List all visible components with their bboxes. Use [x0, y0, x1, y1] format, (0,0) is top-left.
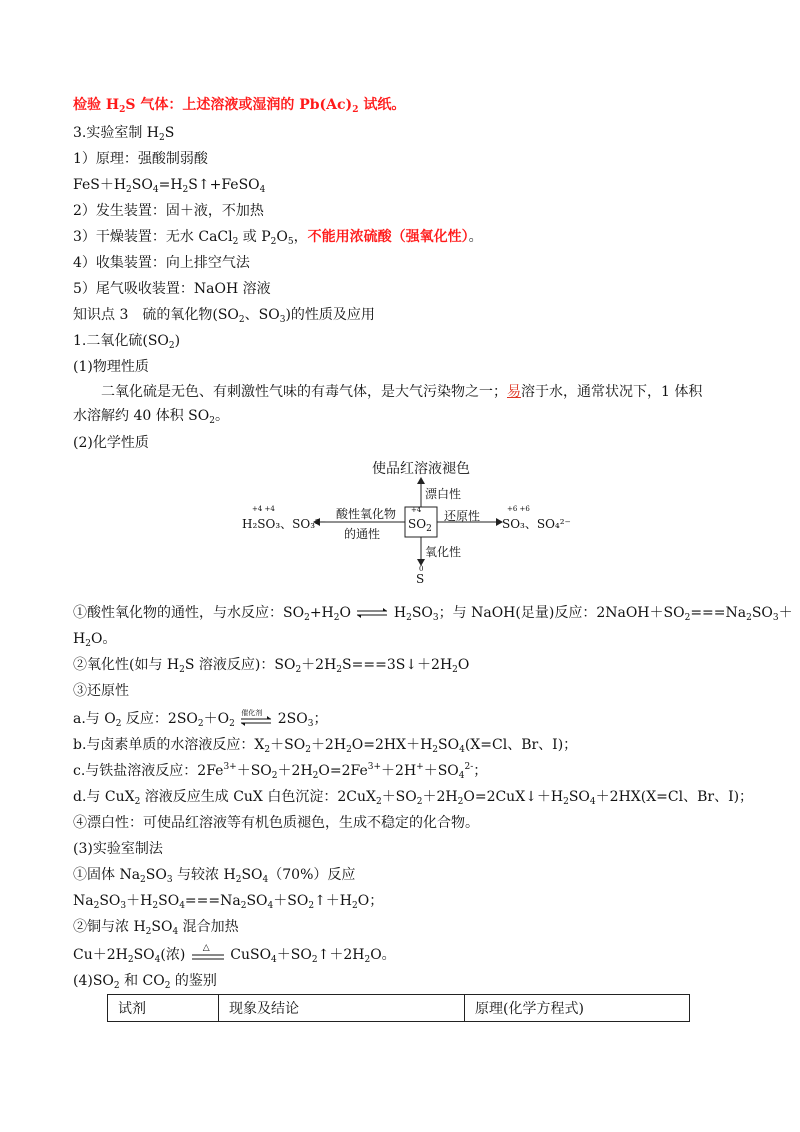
drying-line: 3）干燥装置：无水 CaCl$_2$ 或 $P_2O_5$，不能用浓硫酸（强氧化性）。	[73, 229, 483, 247]
diagram-up-label: 漂白性	[425, 487, 462, 501]
left-species: H₂SO₃、SO₃²⁻	[242, 517, 327, 531]
so2-property-diagram	[230, 455, 590, 590]
diagram-left-label-2: 的通性	[344, 527, 381, 541]
diagram-left-label-1: 酸性氧化物	[336, 507, 397, 521]
table-header-cell: 试剂	[108, 995, 219, 1022]
catalyst-label: 催化剂	[241, 709, 263, 717]
physical-title: (1)物理性质	[73, 359, 149, 375]
principle-line: 1）原理：强酸制弱酸	[73, 151, 208, 167]
reaction-a: a.与 $O_2$ 反应：$2SO_2+O_2$ 催化剂 $2SO_3$；	[73, 710, 327, 728]
lab-method-1: ①固体 $Na_2SO_3$ 与较浓 $H_2SO_4(70\%)$反应	[73, 867, 356, 885]
lab-method-title: (3)实验室制法	[73, 841, 163, 857]
identification-title: $(4)SO_2$ 和 $CO_2$ 的鉴别	[73, 973, 217, 991]
left-ox-states: +4 +4	[252, 505, 275, 513]
section-3-title: 3.实验室制 $H_2S$	[73, 125, 175, 143]
diagram-right-label: 还原性	[444, 509, 481, 523]
chemical-title: (2)化学性质	[73, 435, 149, 451]
diagram-down-label: 氧化性	[425, 545, 462, 559]
table-header-cell: 现象及结论	[219, 995, 465, 1022]
table-header-row	[108, 995, 690, 1022]
lab-method-2-equation: $Cu+2H_2SO_4$(浓) △ $CuSO_4+SO_2↑+2H_2O$。	[73, 946, 396, 964]
apparatus-line: 2）发生装置：固＋液，不加热	[73, 203, 264, 219]
reaction-c: c.与铁盐溶液反应：$2Fe^{3+}+SO_2+2H_2O=2Fe^{3+}+2H^++SO_4^{2-}$；	[73, 762, 488, 781]
center-species: $SO_2$	[408, 517, 432, 534]
right-species: SO₃、SO₄²⁻	[502, 517, 571, 531]
tail-gas-line: 5）尾气吸收装置：NaOH 溶液	[73, 281, 271, 297]
collection-line: 4）收集装置：向上排空气法	[73, 255, 250, 271]
bleaching-line: ④漂白性：可使品红溶液等有机色质褪色，生成不稳定的化合物。	[73, 815, 479, 831]
reaction-d: d.与 CuX$_2$ 溶液反应生成 CuX 白色沉淀：$2CuX_2+SO_2+2H_2O=2CuX↓+H_2SO_4+2HX(X=Cl$、Br、I)；	[73, 789, 754, 807]
bottom-species: S	[416, 572, 425, 586]
reversible-arrow-icon	[355, 606, 389, 620]
reaction-acidic-oxide: ①酸性氧化物的通性，与水反应：$SO_2+H_2O$ $H_2SO_3$；与 NaOH(足量)反应：$2NaOH+SO_2===Na_2SO_3+$	[73, 605, 793, 623]
knowledge-point-3: 知识点 3 硫的氧化物($SO_2$、$SO_3$)的性质及应用	[73, 307, 375, 325]
reaction-acidic-oxide-cont: $H_2O$。	[73, 631, 117, 649]
heading-red: 检验 $H_2S$ 气体：上述溶液或湿润的 $Pb(Ac)_2$ 试纸。	[73, 97, 406, 115]
heat-symbol: △	[202, 943, 210, 953]
lab-method-2: ②铜与浓 $H_2SO_4$ 混合加热	[73, 919, 239, 937]
bottom-ox-state: 0	[419, 565, 424, 573]
physical-paragraph: 二氧化硫是无色、有刺激性气味的有毒气体，是大气污染物之一；易溶于水，通常状况下，1 体积水溶解约 40 体积 $SO_2$。	[73, 384, 703, 426]
heat-equals-sign	[190, 943, 226, 964]
reaction-oxidizing: ②氧化性(如与 $H_2S$ 溶液反应)：$SO_2+2H_2S===3S↓+2H_2O$	[73, 657, 470, 675]
diagram-top-label: 使品红溶液褪色	[372, 461, 470, 477]
so2-title: 1.二氧化硫$(SO_2)$	[73, 333, 181, 351]
reaction-b: b.与卤素单质的水溶液反应：$X_2+SO_2+2H_2O=2HX+H_2SO_4(X=Cl$、Br、I)；	[73, 737, 578, 755]
table-header-cell: 原理(化学方程式)	[465, 995, 690, 1022]
right-ox-states: +6 +6	[507, 505, 530, 513]
reducing-title: ③还原性	[73, 683, 129, 699]
catalyst-arrow	[239, 710, 273, 728]
fes-equation: $FeS+H_2SO_4=H_2S↑+FeSO_4$	[73, 177, 266, 195]
center-ox-state: +4	[411, 506, 422, 514]
identification-table	[107, 994, 690, 1022]
lab-method-1-equation: $Na_2SO_3+H_2SO_4===Na_2SO_4+SO_2↑+H_2O$；	[73, 893, 384, 911]
